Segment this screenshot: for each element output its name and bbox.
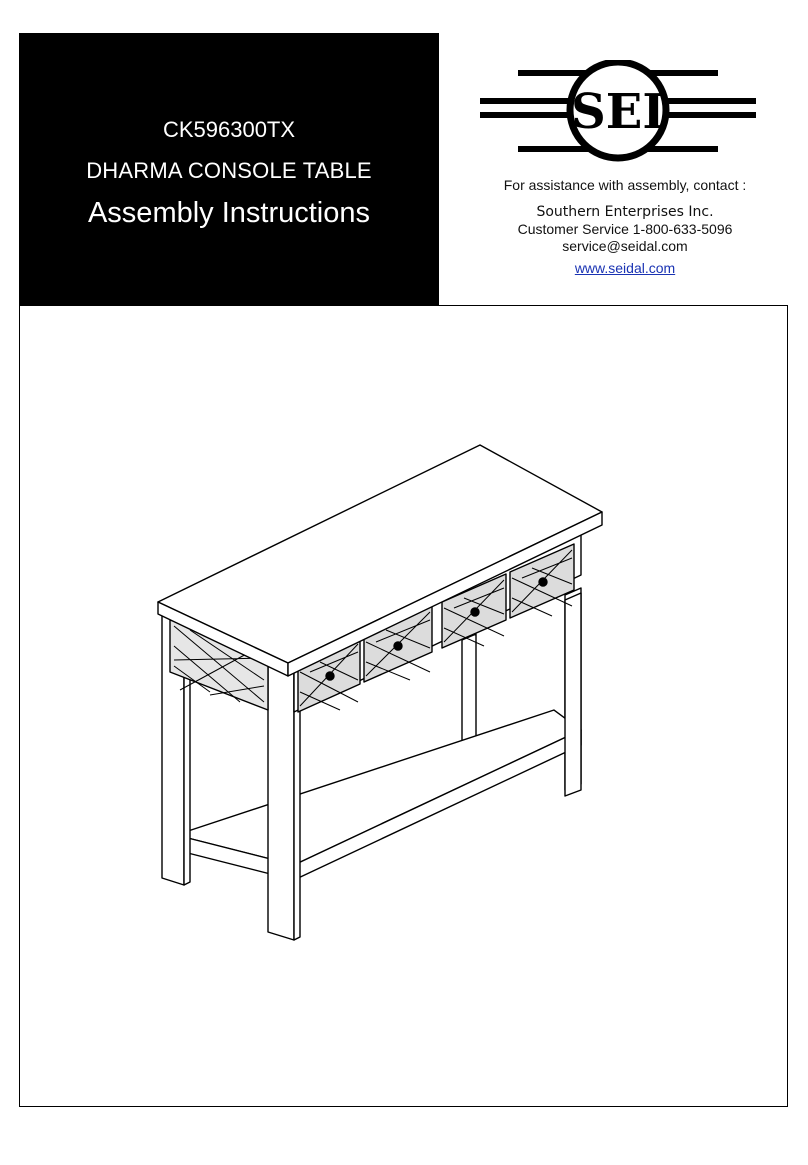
assistance-text: For assistance with assembly, contact : xyxy=(503,177,747,193)
company-name: Southern Enterprises Inc. xyxy=(536,204,714,220)
sei-logo xyxy=(478,60,758,170)
console-table-illustration xyxy=(150,440,610,945)
website-link[interactable]: www.seidal.com xyxy=(574,260,676,276)
service-email[interactable]: service@seidal.com xyxy=(562,238,688,254)
title-block xyxy=(19,33,439,305)
customer-service-phone: Customer Service 1-800-633-5096 xyxy=(517,221,733,237)
contact-block xyxy=(450,177,800,276)
sei-logo-lettering: SEI xyxy=(571,84,665,140)
document-title: Assembly Instructions xyxy=(87,197,371,229)
model-number: CK596300TX xyxy=(162,117,296,142)
product-name: DHARMA CONSOLE TABLE xyxy=(86,158,372,183)
sei-logo-graphic xyxy=(478,60,758,170)
